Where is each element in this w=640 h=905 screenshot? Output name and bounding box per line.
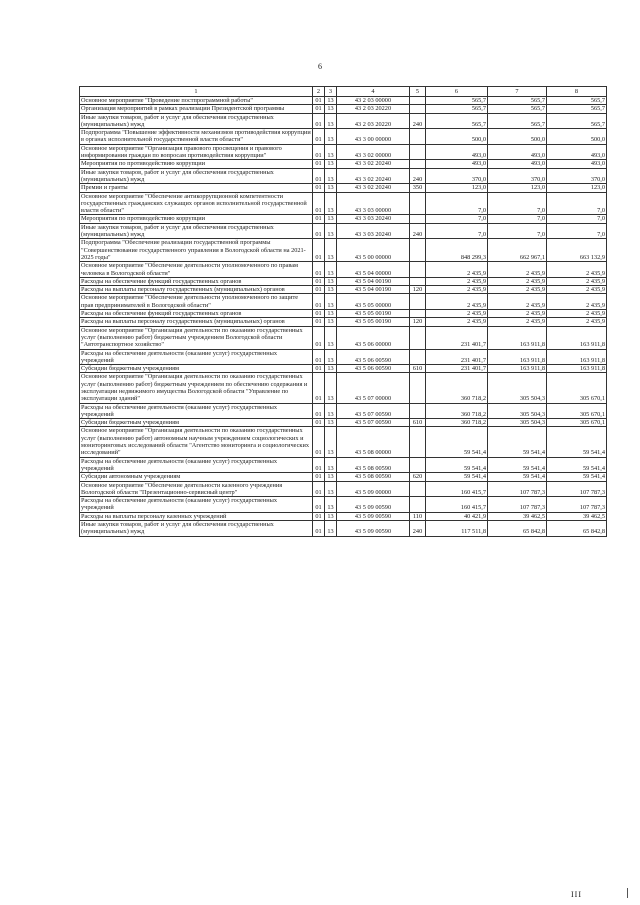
cell-expense-type-code: 240 <box>410 223 426 239</box>
column-header: 2 <box>313 87 325 97</box>
cell-subsection-code: 13 <box>325 497 337 513</box>
cell-expense-type-code <box>410 457 426 473</box>
cell-amount-year-1: 231 401,7 <box>426 326 488 349</box>
cell-section-code: 01 <box>313 403 325 419</box>
cell-item-name: Организация мероприятий в рамках реализации Президентской программы <box>80 105 313 113</box>
cell-subsection-code: 13 <box>325 215 337 223</box>
cell-amount-year-1: 59 541,4 <box>426 457 488 473</box>
table-row <box>80 419 607 427</box>
cell-section-code: 01 <box>313 512 325 520</box>
cell-amount-year-2: 163 911,8 <box>488 326 547 349</box>
cell-target-article-code: 43 5 08 00000 <box>337 427 410 457</box>
table-row <box>80 365 607 373</box>
table-row <box>80 326 607 349</box>
table-row <box>80 373 607 403</box>
cell-expense-type-code <box>410 294 426 310</box>
cell-expense-type-code <box>410 403 426 419</box>
cell-amount-year-3: 500,0 <box>547 129 607 145</box>
cell-item-name: Подпрограмма "Обеспечение реализации государственной программы "Совершенствование государственного управления в Вологодской области на 2021-2025 годы" <box>80 239 313 262</box>
cell-amount-year-3: 7,0 <box>547 223 607 239</box>
cell-amount-year-1: 500,0 <box>426 129 488 145</box>
table-row <box>80 318 607 326</box>
cell-amount-year-1: 360 718,2 <box>426 373 488 403</box>
table-row <box>80 349 607 365</box>
cell-target-article-code: 43 5 09 00590 <box>337 512 410 520</box>
cell-target-article-code: 43 5 09 00590 <box>337 521 410 537</box>
cell-amount-year-2: 59 541,4 <box>488 457 547 473</box>
cell-subsection-code: 13 <box>325 457 337 473</box>
cell-amount-year-2: 123,0 <box>488 184 547 192</box>
cell-section-code: 01 <box>313 160 325 168</box>
cell-amount-year-3: 2 435,9 <box>547 277 607 285</box>
cell-target-article-code: 43 2 03 20220 <box>337 105 410 113</box>
cell-amount-year-3: 2 435,9 <box>547 294 607 310</box>
cell-section-code: 01 <box>313 223 325 239</box>
cell-expense-type-code: 610 <box>410 419 426 427</box>
column-header: 3 <box>325 87 337 97</box>
cell-section-code: 01 <box>313 326 325 349</box>
edge-tick <box>627 888 628 898</box>
cell-expense-type-code: 350 <box>410 184 426 192</box>
cell-amount-year-1: 7,0 <box>426 223 488 239</box>
cell-target-article-code: 43 5 00 00000 <box>337 239 410 262</box>
cell-target-article-code: 43 5 09 00590 <box>337 497 410 513</box>
cell-subsection-code: 13 <box>325 473 337 481</box>
cell-section-code: 01 <box>313 192 325 215</box>
cell-amount-year-1: 59 541,4 <box>426 473 488 481</box>
cell-amount-year-3: 163 911,8 <box>547 365 607 373</box>
cell-expense-type-code: 240 <box>410 521 426 537</box>
cell-item-name: Основное мероприятие "Проведение постпрограммной работы" <box>80 97 313 105</box>
cell-amount-year-1: 565,7 <box>426 105 488 113</box>
cell-expense-type-code <box>410 349 426 365</box>
cell-item-name: Подпрограмма "Повышение эффективности механизмов противодействия коррупции в органах исполнительной государственной власти области" <box>81 129 311 144</box>
cell-section-code: 01 <box>313 144 325 160</box>
cell-amount-year-2: 493,0 <box>488 160 547 168</box>
cell-amount-year-3: 123,0 <box>547 184 607 192</box>
cell-section-code: 01 <box>313 262 325 278</box>
cell-amount-year-1: 2 435,9 <box>426 277 488 285</box>
cell-target-article-code: 43 5 06 00590 <box>337 365 410 373</box>
table-row <box>80 277 607 285</box>
cell-section-code: 01 <box>313 277 325 285</box>
cell-amount-year-1: 123,0 <box>426 184 488 192</box>
cell-subsection-code: 13 <box>325 481 337 497</box>
column-header: 7 <box>488 87 547 97</box>
cell-expense-type-code <box>410 481 426 497</box>
cell-item-name: Расходы на выплаты персоналу казенных учреждений <box>80 512 313 520</box>
cell-expense-type-code <box>410 105 426 113</box>
cell-amount-year-2: 7,0 <box>488 215 547 223</box>
cell-subsection-code: 13 <box>325 349 337 365</box>
cell-section-code: 01 <box>313 497 325 513</box>
cell-subsection-code: 13 <box>325 168 337 184</box>
cell-item-name: Основное мероприятие "Организация деятельности по оказанию государственных услуг (выполнению работ) бюджетным учреждением по обеспечению содержания и эксплуатации недвижимого имущества Вологодской области "Управление по эксплуатации зданий" <box>80 373 313 403</box>
cell-subsection-code: 13 <box>325 326 337 349</box>
cell-item-name: Иные закупки товаров, работ и услуг для обеспечения государственных (муниципальных) нужд <box>80 223 313 239</box>
cell-target-article-code: 43 3 02 20240 <box>337 184 410 192</box>
cell-amount-year-1: 848 299,3 <box>426 239 488 262</box>
cell-target-article-code: 43 3 02 00000 <box>337 144 410 160</box>
cell-amount-year-3: 7,0 <box>547 192 607 215</box>
cell-item-name: Расходы на обеспечение деятельности (оказание услуг) государственных учреждений <box>80 497 313 513</box>
cell-amount-year-2: 662 967,1 <box>488 239 547 262</box>
cell-amount-year-1: 160 415,7 <box>426 497 488 513</box>
cell-amount-year-2: 163 911,8 <box>488 365 547 373</box>
cell-amount-year-1: 160 415,7 <box>426 481 488 497</box>
table-row <box>80 294 607 310</box>
cell-section-code: 01 <box>313 310 325 318</box>
cell-subsection-code: 13 <box>325 192 337 215</box>
cell-amount-year-3: 59 541,4 <box>547 473 607 481</box>
page-number: 6 <box>318 62 322 71</box>
table-row <box>80 457 607 473</box>
cell-item-name: Расходы на выплаты персоналу государственных (муниципальных) органов <box>80 318 313 326</box>
cell-section-code: 01 <box>313 113 325 129</box>
cell-amount-year-3: 493,0 <box>547 160 607 168</box>
cell-subsection-code: 13 <box>325 129 337 145</box>
table-row <box>80 497 607 513</box>
cell-target-article-code: 43 2 03 00000 <box>337 97 410 105</box>
cell-item-name: Основное мероприятие "Организация деятельности по оказанию государственных услуг (выполнению работ) автономным научным учреждением социологических и мониторинговых исследований области "Агентство мониторинга и социологических исследований" <box>80 427 313 457</box>
cell-target-article-code: 43 5 06 00000 <box>337 326 410 349</box>
cell-expense-type-code <box>410 239 426 262</box>
cell-item-name: Расходы на обеспечение деятельности (оказание услуг) государственных учреждений <box>80 457 313 473</box>
cell-amount-year-1: 360 718,2 <box>426 419 488 427</box>
cell-amount-year-2: 2 435,9 <box>488 277 547 285</box>
cell-amount-year-3: 2 435,9 <box>547 310 607 318</box>
cell-amount-year-2: 305 504,3 <box>488 419 547 427</box>
cell-subsection-code: 13 <box>325 294 337 310</box>
cell-expense-type-code <box>410 277 426 285</box>
cell-item-name: Расходы на обеспечение функций государственных органов <box>80 310 313 318</box>
cell-item-name: Субсидии автономным учреждениям <box>80 473 313 481</box>
cell-amount-year-3: 107 787,3 <box>547 497 607 513</box>
cell-section-code: 01 <box>313 168 325 184</box>
cell-section-code: 01 <box>313 365 325 373</box>
cell-amount-year-2: 2 435,9 <box>488 310 547 318</box>
cell-amount-year-1: 565,7 <box>426 113 488 129</box>
cell-amount-year-2: 163 911,8 <box>488 349 547 365</box>
cell-subsection-code: 13 <box>325 105 337 113</box>
cell-expense-type-code <box>410 144 426 160</box>
cell-section-code: 01 <box>313 129 325 145</box>
cell-amount-year-1: 59 541,4 <box>426 427 488 457</box>
cell-subsection-code: 13 <box>325 318 337 326</box>
cell-target-article-code: 43 3 03 20240 <box>337 223 410 239</box>
cell-amount-year-3: 493,0 <box>547 144 607 160</box>
table-row <box>80 521 607 537</box>
cell-amount-year-3: 59 541,4 <box>547 457 607 473</box>
cell-expense-type-code: 620 <box>410 473 426 481</box>
budget-table-container <box>79 86 607 537</box>
cell-item-name: Иные закупки товаров, работ и услуг для обеспечения государственных (муниципальных) нужд <box>80 521 313 537</box>
cell-amount-year-1: 40 421,9 <box>426 512 488 520</box>
cell-target-article-code: 43 5 05 00190 <box>337 318 410 326</box>
cell-subsection-code: 13 <box>325 97 337 105</box>
cell-item-name: Мероприятия по противодействию коррупции <box>80 215 313 223</box>
cell-amount-year-2: 370,0 <box>488 168 547 184</box>
cell-amount-year-2: 7,0 <box>488 192 547 215</box>
cell-expense-type-code: 110 <box>410 512 426 520</box>
table-row <box>80 310 607 318</box>
cell-target-article-code: 43 5 07 00000 <box>337 373 410 403</box>
cell-item-name: Субсидии бюджетным учреждениям <box>80 419 313 427</box>
cell-amount-year-1: 2 435,9 <box>426 286 488 294</box>
table-row <box>80 223 607 239</box>
column-header: 5 <box>410 87 426 97</box>
cell-amount-year-2: 565,7 <box>488 97 547 105</box>
cell-amount-year-3: 163 911,8 <box>547 326 607 349</box>
cell-expense-type-code: 240 <box>410 113 426 129</box>
cell-target-article-code: 43 3 03 20240 <box>337 215 410 223</box>
cell-amount-year-3: 107 787,3 <box>547 481 607 497</box>
cell-item-name: Субсидии бюджетным учреждениям <box>80 365 313 373</box>
table-row <box>80 168 607 184</box>
cell-subsection-code: 13 <box>325 512 337 520</box>
cell-expense-type-code <box>410 427 426 457</box>
table-row <box>80 113 607 129</box>
cell-subsection-code: 13 <box>325 113 337 129</box>
cell-subsection-code: 13 <box>325 184 337 192</box>
cell-section-code: 01 <box>313 184 325 192</box>
cell-subsection-code: 13 <box>325 277 337 285</box>
cell-section-code: 01 <box>313 373 325 403</box>
cell-amount-year-2: 39 462,5 <box>488 512 547 520</box>
cell-amount-year-2: 500,0 <box>488 129 547 145</box>
cell-item-name: Премии и гранты <box>80 184 313 192</box>
cell-expense-type-code: 610 <box>410 365 426 373</box>
cell-target-article-code: 43 5 07 00590 <box>337 403 410 419</box>
cell-target-article-code: 43 5 09 00000 <box>337 481 410 497</box>
cell-expense-type-code <box>410 497 426 513</box>
cell-section-code: 01 <box>313 294 325 310</box>
cell-target-article-code: 43 5 08 00590 <box>337 473 410 481</box>
cell-subsection-code: 13 <box>325 160 337 168</box>
cell-item-name: Расходы на обеспечение функций государственных органов <box>80 277 313 285</box>
cell-amount-year-1: 7,0 <box>426 215 488 223</box>
cell-amount-year-2: 59 541,4 <box>488 473 547 481</box>
cell-amount-year-1: 2 435,9 <box>426 262 488 278</box>
cell-section-code: 01 <box>313 215 325 223</box>
cell-amount-year-2: 2 435,9 <box>488 262 547 278</box>
cell-item-name: Расходы на выплаты персоналу государственных (муниципальных) органов <box>80 286 313 294</box>
cell-amount-year-3: 39 462,5 <box>547 512 607 520</box>
cell-target-article-code: 43 5 04 00190 <box>337 286 410 294</box>
table-row <box>80 262 607 278</box>
table-row <box>80 160 607 168</box>
cell-amount-year-1: 565,7 <box>426 97 488 105</box>
cell-section-code: 01 <box>313 105 325 113</box>
table-row <box>80 192 607 215</box>
cell-expense-type-code <box>410 192 426 215</box>
cell-expense-type-code <box>410 215 426 223</box>
table-row <box>80 129 607 145</box>
cell-amount-year-2: 107 787,3 <box>488 481 547 497</box>
cell-amount-year-3: 370,0 <box>547 168 607 184</box>
cell-subsection-code: 13 <box>325 286 337 294</box>
cell-expense-type-code <box>410 326 426 349</box>
cell-target-article-code: 43 3 03 00000 <box>337 192 410 215</box>
cell-section-code: 01 <box>313 457 325 473</box>
cell-item-name: Основное мероприятие "Обеспечение деятельности уполномоченного по защите прав предпринимателей в Вологодской области" <box>80 294 313 310</box>
cell-amount-year-3: 305 670,1 <box>547 403 607 419</box>
cell-expense-type-code <box>410 97 426 105</box>
cell-amount-year-2: 305 504,3 <box>488 373 547 403</box>
cell-amount-year-3: 565,7 <box>547 105 607 113</box>
table-row <box>80 184 607 192</box>
cell-section-code: 01 <box>313 419 325 427</box>
cell-target-article-code: 43 5 04 00000 <box>337 262 410 278</box>
cell-amount-year-1: 231 401,7 <box>426 349 488 365</box>
cell-amount-year-2: 2 435,9 <box>488 286 547 294</box>
cell-expense-type-code: 120 <box>410 286 426 294</box>
cell-amount-year-3: 305 670,1 <box>547 419 607 427</box>
cell-amount-year-1: 2 435,9 <box>426 318 488 326</box>
cell-amount-year-1: 231 401,7 <box>426 365 488 373</box>
cell-section-code: 01 <box>313 97 325 105</box>
cell-item-name: Основное мероприятие "Организация правового просвещения и правового информирования граждан по вопросам противодействия коррупции" <box>80 144 313 160</box>
cell-section-code: 01 <box>313 239 325 262</box>
cell-target-article-code: 43 5 07 00590 <box>337 419 410 427</box>
cell-section-code: 01 <box>313 349 325 365</box>
cell-item-name: Иные закупки товаров, работ и услуг для обеспечения государственных (муниципальных) нужд <box>80 168 313 184</box>
cell-section-code: 01 <box>313 286 325 294</box>
cell-amount-year-3: 565,7 <box>547 97 607 105</box>
cell-amount-year-2: 305 504,3 <box>488 403 547 419</box>
cell-amount-year-1: 493,0 <box>426 144 488 160</box>
cell-target-article-code: 43 5 04 00190 <box>337 277 410 285</box>
cell-section-code: 01 <box>313 521 325 537</box>
cell-subsection-code: 13 <box>325 223 337 239</box>
cell-expense-type-code <box>410 262 426 278</box>
cell-item-name: Расходы на обеспечение деятельности (оказание услуг) государственных учреждений <box>80 403 313 419</box>
cell-item-name: Иные закупки товаров, работ и услуг для обеспечения государственных (муниципальных) нужд <box>80 113 313 129</box>
table-row <box>80 144 607 160</box>
table-row <box>80 403 607 419</box>
cell-item-name: Основное мероприятие "Организация деятельности по оказанию государственных услуг (выполнению работ) бюджетным учреждением Вологодской области "Автотранспортное хозяйство" <box>80 326 313 349</box>
cell-target-article-code: 43 5 06 00590 <box>337 349 410 365</box>
cell-subsection-code: 13 <box>325 239 337 262</box>
cell-amount-year-1: 360 718,2 <box>426 403 488 419</box>
cell-amount-year-2: 565,7 <box>488 105 547 113</box>
cell-expense-type-code: 240 <box>410 168 426 184</box>
cell-amount-year-3: 663 132,9 <box>547 239 607 262</box>
cell-amount-year-3: 2 435,9 <box>547 262 607 278</box>
cell-target-article-code: 43 3 02 20240 <box>337 168 410 184</box>
cell-item-name: Основное мероприятие "Обеспечение антикоррупционной компетентности государственных гражданских служащих органов исполнительной государственной власти области" <box>80 192 313 215</box>
table-row <box>80 427 607 457</box>
table-row <box>80 481 607 497</box>
column-number-row <box>80 87 607 97</box>
table-row <box>80 97 607 105</box>
column-header: 1 <box>80 87 313 97</box>
cell-item-name: Основное мероприятие "Обеспечение деятельности уполномоченного по правам человека в Вологодской области" <box>80 262 313 278</box>
cell-amount-year-2: 2 435,9 <box>488 318 547 326</box>
cell-subsection-code: 13 <box>325 373 337 403</box>
cell-amount-year-3: 59 541,4 <box>547 427 607 457</box>
table-row <box>80 239 607 262</box>
footer-mark: III <box>571 890 582 899</box>
cell-item-name: Основное мероприятие "Обеспечение деятельности казенного учреждения Вологодской области "Презентационно-сервисный центр" <box>80 481 313 497</box>
cell-amount-year-1: 493,0 <box>426 160 488 168</box>
table-row <box>80 473 607 481</box>
cell-amount-year-3: 163 911,8 <box>547 349 607 365</box>
table-row <box>80 512 607 520</box>
cell-target-article-code: 43 2 03 20220 <box>337 113 410 129</box>
cell-target-article-code: 43 5 08 00590 <box>337 457 410 473</box>
cell-expense-type-code <box>410 129 426 145</box>
cell-subsection-code: 13 <box>325 144 337 160</box>
column-header: 6 <box>426 87 488 97</box>
column-header: 4 <box>337 87 410 97</box>
budget-table <box>79 86 607 537</box>
cell-target-article-code: 43 5 05 00000 <box>337 294 410 310</box>
cell-item-name: Расходы на обеспечение деятельности (оказание услуг) государственных учреждений <box>80 349 313 365</box>
cell-amount-year-3: 7,0 <box>547 215 607 223</box>
cell-amount-year-3: 305 670,1 <box>547 373 607 403</box>
cell-amount-year-1: 117 511,8 <box>426 521 488 537</box>
cell-subsection-code: 13 <box>325 365 337 373</box>
cell-amount-year-2: 107 787,3 <box>488 497 547 513</box>
cell-subsection-code: 13 <box>325 427 337 457</box>
cell-target-article-code: 43 3 00 00000 <box>337 129 410 145</box>
cell-subsection-code: 13 <box>325 403 337 419</box>
cell-amount-year-3: 2 435,9 <box>547 286 607 294</box>
cell-expense-type-code <box>410 160 426 168</box>
cell-section-code: 01 <box>313 318 325 326</box>
cell-amount-year-1: 7,0 <box>426 192 488 215</box>
cell-subsection-code: 13 <box>325 262 337 278</box>
cell-amount-year-2: 2 435,9 <box>488 294 547 310</box>
cell-section-code: 01 <box>313 473 325 481</box>
table-row <box>80 105 607 113</box>
cell-section-code: 01 <box>313 481 325 497</box>
cell-amount-year-2: 565,7 <box>488 113 547 129</box>
cell-target-article-code: 43 5 05 00190 <box>337 310 410 318</box>
cell-subsection-code: 13 <box>325 419 337 427</box>
table-row <box>80 215 607 223</box>
cell-section-code: 01 <box>313 427 325 457</box>
cell-amount-year-2: 493,0 <box>488 144 547 160</box>
cell-amount-year-1: 370,0 <box>426 168 488 184</box>
table-row <box>80 286 607 294</box>
cell-subsection-code: 13 <box>325 310 337 318</box>
column-header: 8 <box>547 87 607 97</box>
cell-amount-year-2: 65 842,8 <box>488 521 547 537</box>
cell-amount-year-2: 7,0 <box>488 223 547 239</box>
cell-amount-year-3: 565,7 <box>547 113 607 129</box>
cell-expense-type-code <box>410 373 426 403</box>
cell-amount-year-1: 2 435,9 <box>426 310 488 318</box>
cell-expense-type-code <box>410 310 426 318</box>
cell-subsection-code: 13 <box>325 521 337 537</box>
cell-target-article-code: 43 3 02 20240 <box>337 160 410 168</box>
table-body <box>80 97 607 537</box>
cell-amount-year-3: 65 842,8 <box>547 521 607 537</box>
cell-expense-type-code: 120 <box>410 318 426 326</box>
cell-amount-year-3: 2 435,9 <box>547 318 607 326</box>
cell-amount-year-1: 2 435,9 <box>426 294 488 310</box>
cell-amount-year-2: 59 541,4 <box>488 427 547 457</box>
cell-item-name: Мероприятия по противодействию коррупции <box>80 160 313 168</box>
